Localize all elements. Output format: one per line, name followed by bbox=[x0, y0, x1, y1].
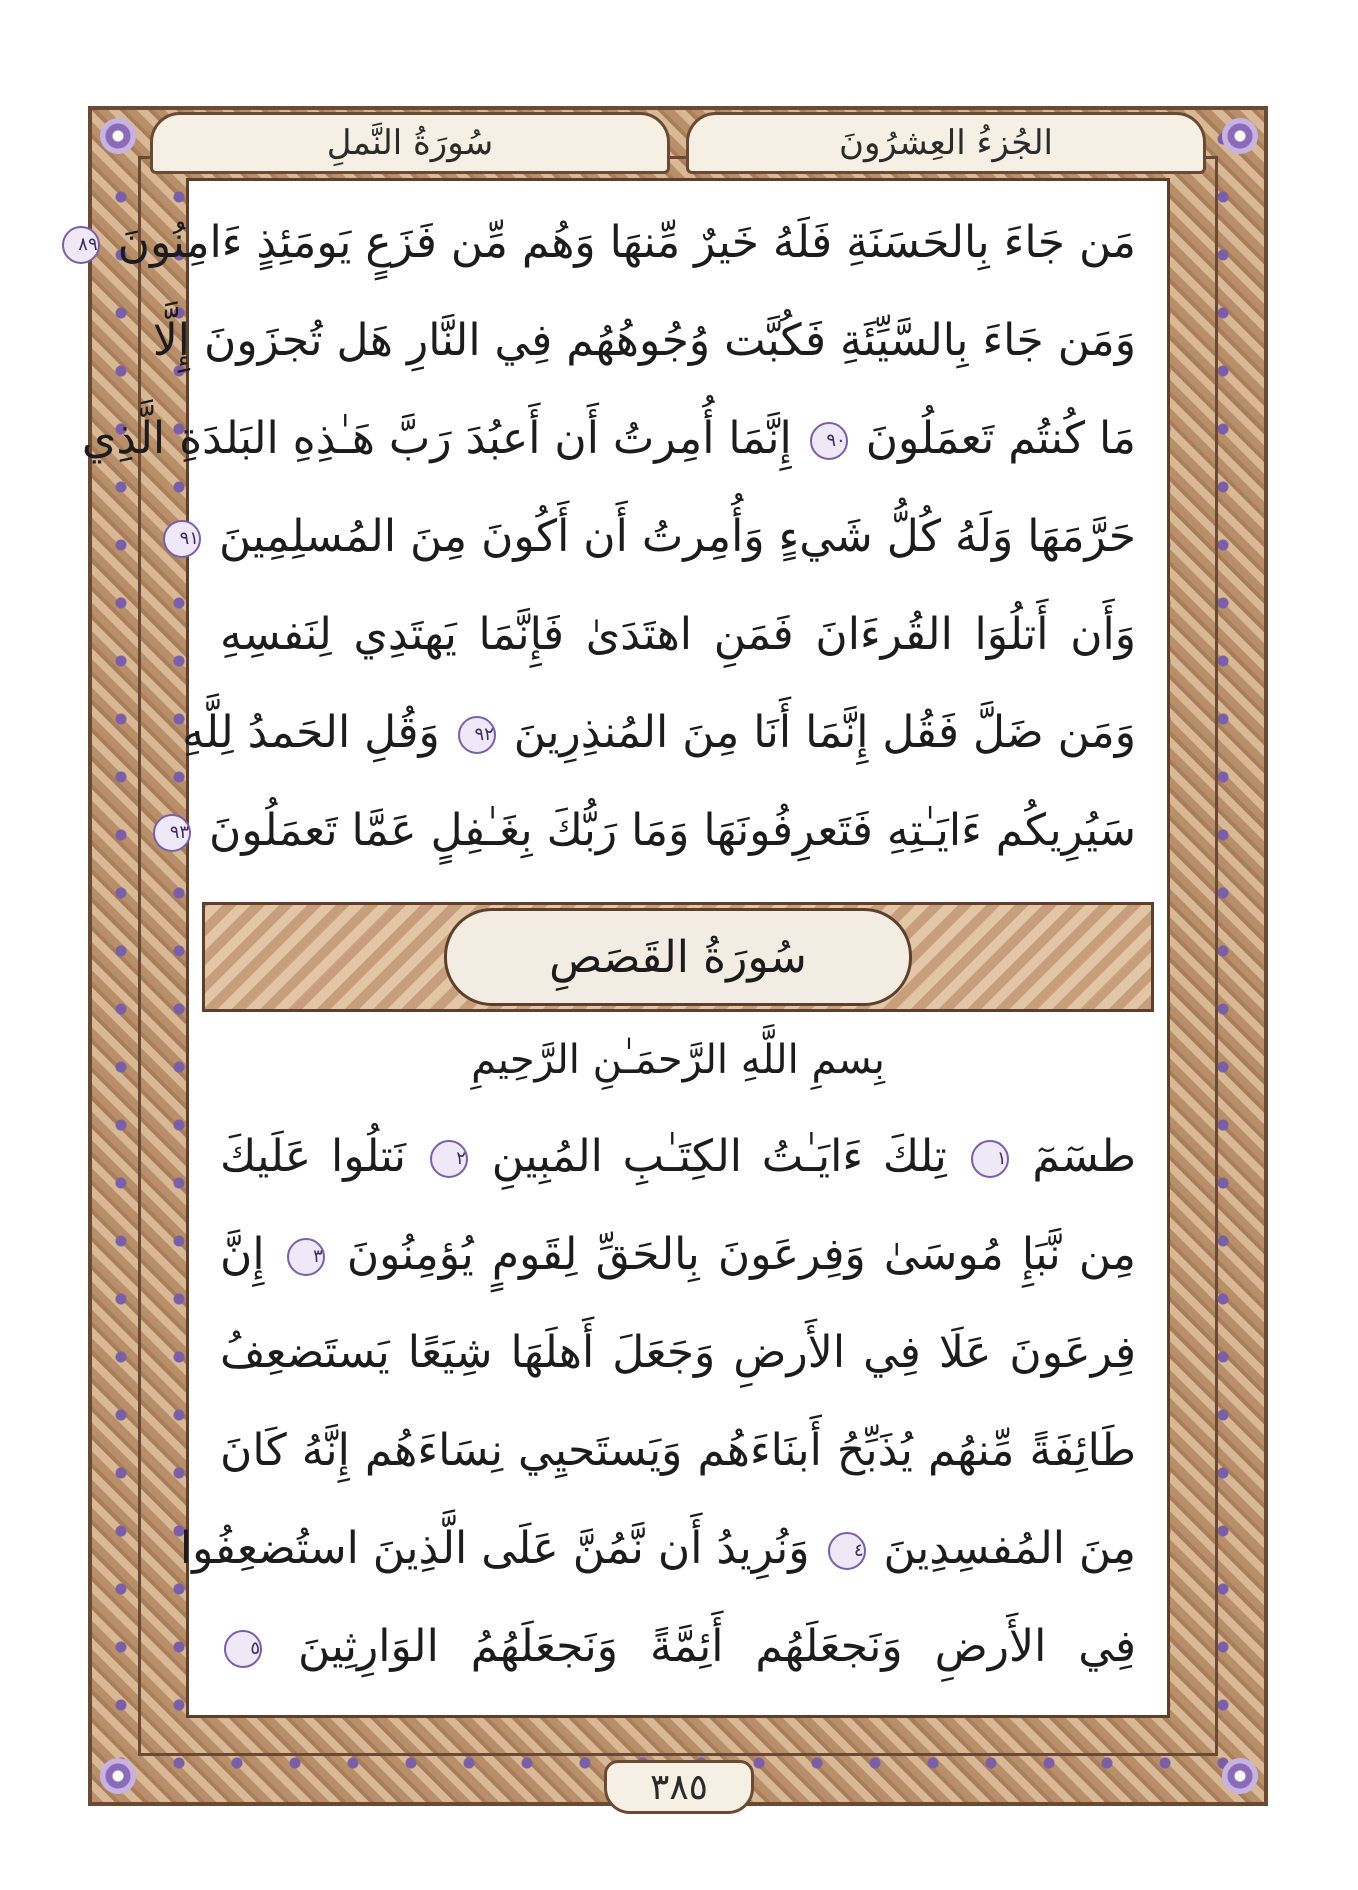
verse-line bbox=[81, 390, 1136, 488]
corner-flower-icon bbox=[100, 1758, 136, 1794]
ayah-number-marker: ٢ bbox=[430, 1140, 468, 1178]
verse-text: وَمَن ضَلَّ فَقُل إِنَّمَا أَنَا مِنَ المُنذِرِينَ bbox=[513, 707, 1136, 758]
verse-text: مَن جَاءَ بِالحَسَنَةِ فَلَهُ خَيرٌ مِّنهَا وَهُم مِّن فَزَعٍ يَومَئِذٍ ءَامِنُونَ bbox=[117, 217, 1136, 268]
corner-flower-icon bbox=[1222, 118, 1258, 154]
verse-line bbox=[220, 1108, 1136, 1206]
verse-text: وَنُرِيدُ أَن نَّمُنَّ عَلَى الَّذِينَ استُضعِفُوا bbox=[179, 1523, 810, 1574]
surah-header bbox=[150, 112, 670, 174]
verse-text: وَقُلِ الحَمدُ لِلَّهِ bbox=[182, 707, 440, 758]
verse-line bbox=[152, 292, 1136, 390]
verse-line bbox=[220, 1402, 1136, 1500]
verse-line bbox=[220, 586, 1136, 684]
verse-text: مِنَ المُفسِدِينَ bbox=[883, 1523, 1136, 1574]
surah-title-plate bbox=[444, 908, 912, 1006]
ayah-number-marker: ٩٠ bbox=[810, 422, 848, 460]
verse-text: وَأَن أَتلُوَا القُرءَانَ فَمَنِ اهتَدَىٰ فَإِنَّمَا يَهتَدِي لِنَفسِهِ bbox=[220, 609, 1136, 660]
verse-text: حَرَّمَهَا وَلَهُ كُلُّ شَيءٍ وَأُمِرتُ أَن أَكُونَ مِنَ المُسلِمِينَ bbox=[218, 511, 1136, 562]
surah-running-title: سُورَةُ النَّملِ bbox=[326, 123, 494, 163]
verse-text: فِرعَونَ عَلَا فِي الأَرضِ وَجَعَلَ أَهلَهَا شِيَعًا يَستَضعِفُ bbox=[220, 1327, 1136, 1378]
surah-title: سُورَةُ القَصَصِ bbox=[549, 931, 807, 983]
verses-section-2 bbox=[179, 1108, 1136, 1696]
verse-text: إِنَّ bbox=[220, 1229, 265, 1280]
verse-text: مِن نَّبَإِ مُوسَىٰ وَفِرعَونَ بِالحَقِّ لِقَومٍ يُؤمِنُونَ bbox=[346, 1229, 1136, 1280]
ayah-number-marker: ٨٩ bbox=[62, 226, 100, 264]
verse-text: فِي الأَرضِ وَنَجعَلَهُم أَئِمَّةً وَنَجعَلَهُمُ الوَارِثِينَ bbox=[297, 1621, 1136, 1672]
juz-header bbox=[686, 112, 1206, 174]
verse-text: مَا كُنتُم تَعمَلُونَ bbox=[865, 413, 1136, 464]
verses-section-1 bbox=[78, 194, 1136, 880]
verse-line bbox=[78, 194, 1136, 292]
verse-line bbox=[179, 1500, 1136, 1598]
verse-text: وَمَن جَاءَ بِالسَّيِّئَةِ فَكُبَّت وُجُوهُهُم فِي النَّارِ هَل تُجزَونَ إِلَّا bbox=[152, 315, 1136, 366]
verse-text: طسٓمٓ bbox=[1032, 1131, 1136, 1182]
page-number-text: ٣٨٥ bbox=[650, 1766, 709, 1808]
corner-flower-icon bbox=[1222, 1758, 1258, 1794]
ayah-number-marker: ٤ bbox=[828, 1532, 866, 1570]
verse-text: طَائِفَةً مِّنهُم يُذَبِّحُ أَبنَاءَهُم وَيَستَحيِي نِسَاءَهُم إِنَّهُ كَانَ bbox=[220, 1425, 1136, 1476]
corner-flower-icon bbox=[100, 118, 136, 154]
verse-text: نَتلُوا عَلَيكَ bbox=[220, 1131, 407, 1182]
verse-line bbox=[220, 1304, 1136, 1402]
verse-text: إِنَّمَا أُمِرتُ أَن أَعبُدَ رَبَّ هَـٰذِهِ البَلدَةِ الَّذِي bbox=[81, 413, 792, 464]
verse-text: تِلكَ ءَايَـٰتُ الكِتَـٰبِ المُبِينِ bbox=[491, 1131, 947, 1182]
verse-line bbox=[182, 684, 1136, 782]
basmala: بِسمِ اللَّهِ الرَّحمَـٰنِ الرَّحِيمِ bbox=[471, 1037, 885, 1083]
verse-line bbox=[220, 1598, 1136, 1696]
ayah-number-marker: ٥ bbox=[224, 1630, 262, 1668]
ayah-number-marker: ١ bbox=[971, 1140, 1009, 1178]
verse-line bbox=[179, 488, 1136, 586]
ayah-number-marker: ٩٣ bbox=[153, 814, 191, 852]
verse-line bbox=[169, 782, 1136, 880]
verse-text: سَيُرِيكُم ءَايَـٰتِهِ فَتَعرِفُونَهَا وَمَا رَبُّكَ بِغَـٰفِلٍ عَمَّا تَعمَلُونَ bbox=[209, 805, 1136, 856]
ayah-number-marker: ٩١ bbox=[163, 520, 201, 558]
page-number bbox=[604, 1760, 754, 1814]
ayah-number-marker: ٣ bbox=[287, 1238, 325, 1276]
juz-title: الجُزءُ العِشرُونَ bbox=[839, 123, 1053, 163]
ayah-number-marker: ٩٢ bbox=[458, 716, 496, 754]
verse-line bbox=[220, 1206, 1136, 1304]
